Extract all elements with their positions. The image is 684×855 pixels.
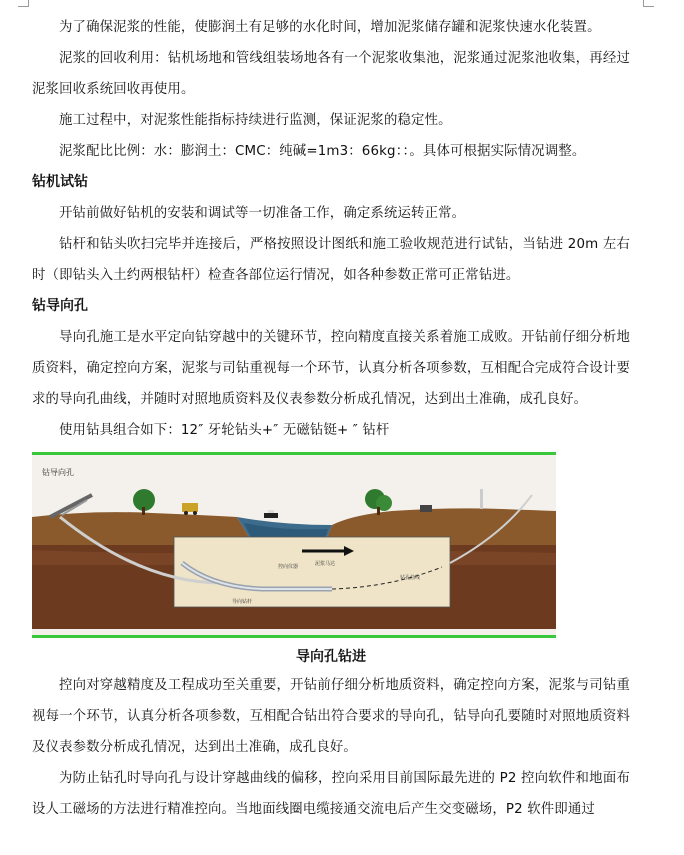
paragraph: 为了确保泥浆的性能，使膨润土有足够的水化时间，增加泥浆储存罐和泥浆快速水化装置。 [59, 20, 601, 35]
paragraph: 开钻前做好钻机的安装和调试等一切准备工作，确定系统运转正常。 [59, 206, 466, 221]
paragraph: 控向对穿越精度及工程成功至关重要，开钻前仔细分析地质资料，确定控向方案，泥浆与司钻重视每一个环节，认真分析各项参数，互相配合钻出符合要求的导向孔，钻导向孔要随时对照地质资料及仪表参数分析成孔情况，达到出土准确，成孔良好。 [32, 678, 630, 755]
truck-left [182, 503, 198, 512]
mud-motor-label: 泥浆马达 [315, 561, 336, 567]
figure-caption: 导向孔钻进 [296, 649, 366, 665]
tree-right-trunk [377, 507, 380, 515]
drilling-diagram-svg [32, 455, 556, 629]
figure-label: 钻导向孔 [42, 468, 74, 477]
truck-left-wheel [193, 511, 197, 515]
guide-pipe-label: 导向钻杆 [232, 599, 253, 605]
page-corner-mark [643, 0, 654, 7]
paragraph: 泥浆的回收利用：钻机场地和管线组装场地各有一个泥浆收集池，泥浆通过泥浆池收集，再经过泥浆回收系统回收再使用。 [32, 51, 630, 97]
car-right [420, 505, 432, 512]
tree-left-trunk [142, 507, 145, 515]
boat [264, 513, 278, 518]
paragraph: 导向孔施工是水平定向钻穿越中的关键环节，控向精度直接关系着施工成败。开钻前仔细分析地质资料，确定控向方案，泥浆与司钻重视每一个环节，认真分析各项参数，互相配合完成符合设计要求的导向孔曲线，并随时对照地质资料及仪表参数分析成孔情况，达到出土准确，成孔良好。 [32, 330, 630, 407]
page-corner-mark [18, 0, 29, 7]
paragraph: 为防止钻孔时导向孔与设计穿越曲线的偏移，控向采用目前国际最先进的 P2 控向软件和地面布设人工磁场的方法进行精准控向。当地面线圈电缆接通交流电后产生交变磁场，P2 软件即通过 [32, 771, 630, 817]
drilling-illustration [32, 452, 556, 638]
instrument-label: 控向仪器 [278, 564, 299, 570]
document-page [32, 12, 630, 825]
paragraph: 施工过程中，对泥浆性能指标持续进行监测，保证泥浆的稳定性。 [59, 113, 452, 128]
curve-label: 钻孔曲线 [400, 575, 421, 581]
paragraph: 使用钻具组合如下：12″ 牙轮钻头+″ 无磁钻铤+ ″ 钻杆 [59, 423, 390, 438]
paragraph: 泥浆配比比例：水：膨润土：CMC：纯碱=1m3：66kg：：。具体可根据实际情况调整。 [59, 144, 586, 159]
boat-cabin [268, 510, 274, 513]
paragraph: 钻杆和钻头吹扫完毕并连接后，严格按照设计图纸和施工验收规范进行试钻，当钻进 20m 左右时（即钻头入土约两根钻杆）检查各部位运行情况，如各种参数正常可正常钻进。 [32, 237, 630, 283]
section-heading: 钻机试钻 [32, 174, 88, 190]
section-heading: 钻导向孔 [32, 298, 88, 314]
pole-right [480, 489, 483, 509]
cutaway-section [174, 537, 450, 607]
truck-left-wheel [184, 511, 188, 515]
